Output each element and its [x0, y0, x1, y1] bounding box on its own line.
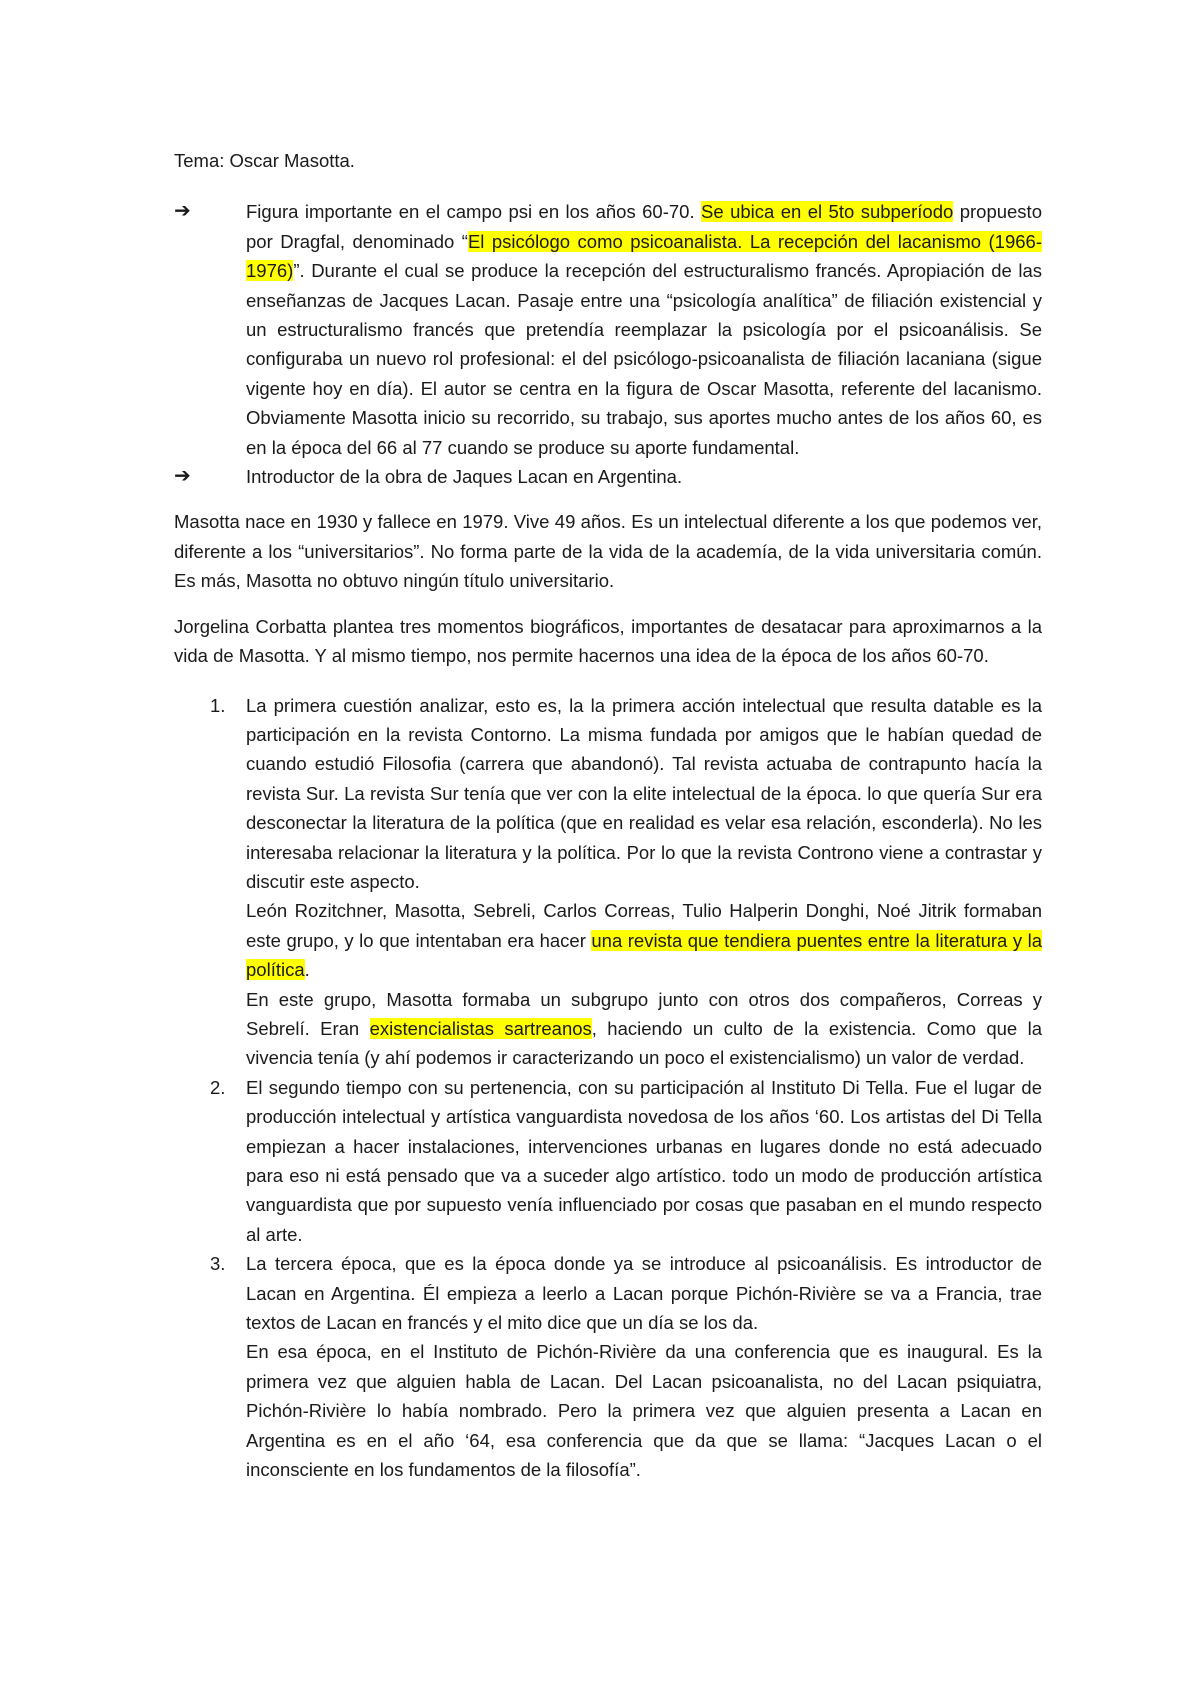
arrow-bullet-item	[174, 197, 1042, 462]
text-run: ”. Durante el cual se produce la recepción del estructuralismo francés. Apropiación de las enseñanzas de Jacques Lacan. Pasaje entre una “psicología analítica” de filiación existencial y un estructuralismo francés que pretendía reemplazar la psicología por el psicoanálisis. Se configuraba un nuevo rol profesional: el del psicólogo-psicoanalista de filiación lacaniana (sigue vigente hoy en día). El autor se centra en la figura de Oscar Masotta, referente del lacanismo. Obviamente Masotta inicio su recorrido, su trabajo, sus aportes mucho antes de los años 60, es en la época del 66 al 77 cuando se produce su aporte fundamental.	[246, 260, 1042, 458]
item-number: 1.	[210, 694, 226, 716]
numbered-list	[174, 691, 1042, 1485]
right-arrow-icon: ➔	[174, 200, 191, 223]
item-paragraph: La tercera época, que es la época donde ya se introduce al psicoanálisis. Es introductor de Lacan en Argentina. Él empieza a leerlo a Lacan porque Pichón-Rivière se va a Francia, trae textos de Lacan en francés y el mito dice que un día se los da.	[246, 1253, 1042, 1334]
item-paragraph: La primera cuestión analizar, esto es, la la primera acción intelectual que resulta datable es la participación en la revista Contorno. La misma fundada por amigos que le habían quedad de cuando estudió Filosofia (carrera que abandonó). Tal revista actuaba de contrapunto hacía la revista Sur. La revista Sur tenía que ver con la elite intelectual de la época. lo que quería Sur era desconectar la literatura de la política (que en realidad es velar esa relación, esconderla). No les interesaba relacionar la literatura y la política. Por lo que la revista Controno viene a contrastar y discutir este aspecto.	[246, 694, 1042, 892]
highlighted-text: existencialistas sartreanos	[369, 1017, 592, 1039]
bullet-text	[246, 197, 1042, 462]
item-number: 3.	[210, 1253, 226, 1275]
highlighted-text: una revista que tendiera puentes entre la literatura y la política	[246, 929, 1042, 981]
text-run: En este grupo, Masotta formaba un subgrupo junto con otros dos compañeros, Correas y Sebrelí. Eran	[246, 988, 1042, 1039]
text-run: León Rozitchner, Masotta, Sebreli, Carlos Correas, Tulio Halperin Donghi, Noé Jitrik formaban este grupo, y lo que intentaban era hacer	[246, 900, 1042, 951]
item-paragraph: En esa época, en el Instituto de Pichón-Rivière da una conferencia que es inaugural. Es la primera vez que alguien habla de Lacan. Del Lacan psicoanalista, no del Lacan psiquiatra, Pichón-Rivière lo había nombrado. Pero la primera vez que alguien presenta a Lacan en Argentina es en el año ‘64, esa conferencia que da que se llama: “Jacques Lacan o el inconsciente en los fundamentos de la filosofía”.	[246, 1341, 1042, 1481]
highlighted-text: El psicólogo como psicoanalista. La recepción del lacanismo (1966-1976)	[246, 230, 1042, 282]
item-number: 2.	[210, 1076, 226, 1098]
document-body	[174, 146, 1042, 1484]
item-paragraph	[246, 985, 1042, 1073]
document-title: Tema: Oscar Masotta.	[174, 150, 355, 171]
text-run: .	[304, 959, 310, 981]
text-run: propuesto por Dragfal, denominado “	[246, 201, 1042, 252]
text-run: Figura importante en el campo psi en los años 60-70.	[246, 201, 702, 223]
text-run: , haciendo un culto de la existencia. Como que la vivencia tenía (y ahí podemos ir caracterizando un poco el existencialismo) un valor de verdad.	[246, 1017, 1042, 1069]
numbered-item	[174, 1073, 1042, 1249]
item-paragraph	[246, 896, 1042, 984]
bullet-text: Introductor de la obra de Jaques Lacan en Argentina.	[246, 466, 683, 488]
item-paragraph: El segundo tiempo con su pertenencia, con su participación al Instituto Di Tella. Fue el lugar de producción intelectual y artística vanguardista novedosa de los años ‘60. Los artistas del Di Tella empiezan a hacer instalaciones, intervenciones urbanas en lugares donde no está adecuado para eso ni está pensado que va a suceder algo artístico. todo un modo de producción artística vanguardista que por supuesto venía influenciado por cosas que pasaban en el mundo respecto al arte.	[246, 1076, 1042, 1245]
highlighted-text: Se ubica en el 5to subperíodo	[701, 201, 954, 223]
paragraph: Jorgelina Corbatta plantea tres momentos biográficos, importantes de desatacar para aproximarnos a la vida de Masotta. Y al mismo tiempo, nos permite hacernos una idea de la época de los años 60-70.	[174, 615, 1042, 667]
numbered-item	[174, 1249, 1042, 1484]
numbered-item	[174, 691, 1042, 1073]
right-arrow-icon: ➔	[174, 465, 191, 488]
paragraph: Masotta nace en 1930 y fallece en 1979. Vive 49 años. Es un intelectual diferente a los que podemos ver, diferente a los “universitarios”. No forma parte de la vida de la academía, de la vida universitaria común. Es más, Masotta no obtuvo ningún título universitario.	[174, 511, 1042, 592]
arrow-bullet-item	[174, 462, 1042, 491]
arrow-bullet-list	[174, 197, 1042, 491]
